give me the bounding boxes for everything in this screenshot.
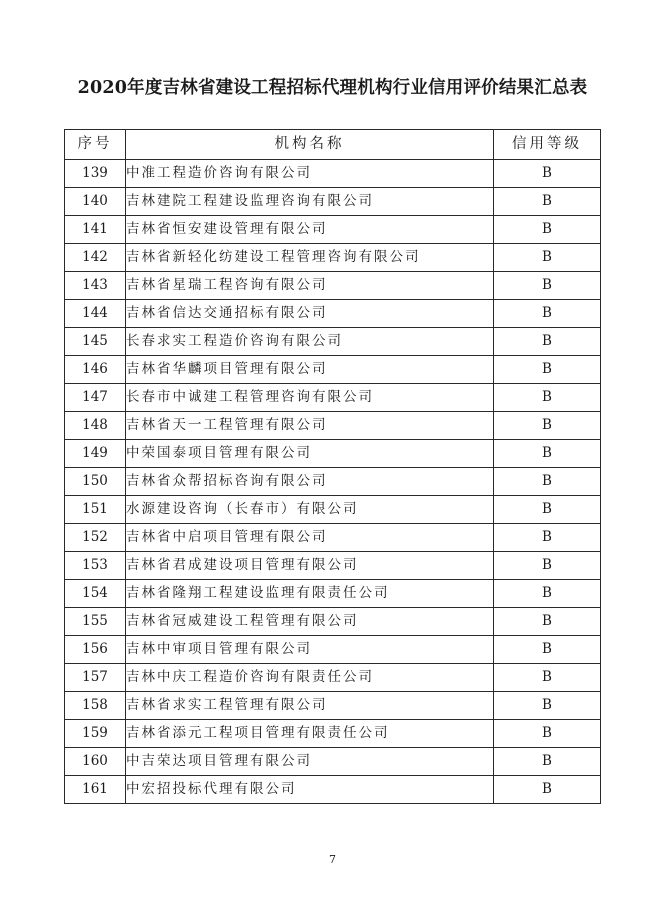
credit-grade-cell: B [494, 580, 601, 608]
serial-number-cell: 153 [65, 552, 126, 580]
serial-number-cell: 147 [65, 384, 126, 412]
serial-number-cell: 141 [65, 216, 126, 244]
credit-grade-cell: B [494, 412, 601, 440]
credit-grade-cell: B [494, 384, 601, 412]
serial-number-cell: 144 [65, 300, 126, 328]
header-institution-name: 机构名称 [126, 130, 494, 160]
table-row [65, 356, 601, 384]
serial-number-cell: 161 [65, 776, 126, 804]
credit-grade-cell: B [494, 776, 601, 804]
serial-number-cell: 151 [65, 496, 126, 524]
institution-name-cell: 吉林省恒安建设管理有限公司 [126, 216, 494, 244]
serial-number-cell: 142 [65, 244, 126, 272]
table-row [65, 412, 601, 440]
table-row [65, 552, 601, 580]
serial-number-cell: 160 [65, 748, 126, 776]
serial-number-cell: 154 [65, 580, 126, 608]
credit-grade-cell: B [494, 636, 601, 664]
institution-name-cell: 吉林省星瑞工程咨询有限公司 [126, 272, 494, 300]
table-header-row [65, 130, 601, 160]
credit-grade-cell: B [494, 720, 601, 748]
credit-grade-cell: B [494, 244, 601, 272]
serial-number-cell: 143 [65, 272, 126, 300]
serial-number-cell: 145 [65, 328, 126, 356]
table-row [65, 580, 601, 608]
table-row [65, 384, 601, 412]
header-credit-grade: 信用等级 [494, 130, 601, 160]
table-row [65, 608, 601, 636]
credit-grade-cell: B [494, 300, 601, 328]
serial-number-cell: 157 [65, 664, 126, 692]
table-row [65, 524, 601, 552]
institution-name-cell: 吉林省君成建设项目管理有限公司 [126, 552, 494, 580]
table-row [65, 776, 601, 804]
table-row [65, 720, 601, 748]
table-row [65, 692, 601, 720]
serial-number-cell: 156 [65, 636, 126, 664]
credit-grade-cell: B [494, 440, 601, 468]
credit-grade-cell: B [494, 692, 601, 720]
credit-grade-cell: B [494, 272, 601, 300]
credit-grade-cell: B [494, 496, 601, 524]
credit-grade-cell: B [494, 524, 601, 552]
serial-number-cell: 155 [65, 608, 126, 636]
serial-number-cell: 140 [65, 188, 126, 216]
table-row [65, 160, 601, 188]
institution-name-cell: 水源建设咨询（长春市）有限公司 [126, 496, 494, 524]
table-row [65, 496, 601, 524]
serial-number-cell: 149 [65, 440, 126, 468]
credit-rating-table [64, 129, 601, 804]
credit-grade-cell: B [494, 160, 601, 188]
institution-name-cell: 吉林省冠威建设工程管理有限公司 [126, 608, 494, 636]
institution-name-cell: 吉林省中启项目管理有限公司 [126, 524, 494, 552]
institution-name-cell: 中准工程造价咨询有限公司 [126, 160, 494, 188]
table-row [65, 440, 601, 468]
table-row [65, 664, 601, 692]
table-row [65, 328, 601, 356]
institution-name-cell: 吉林中庆工程造价咨询有限责任公司 [126, 664, 494, 692]
credit-grade-cell: B [494, 468, 601, 496]
page-title: 2020年度吉林省建设工程招标代理机构行业信用评价结果汇总表 [77, 78, 588, 98]
credit-grade-cell: B [494, 748, 601, 776]
institution-name-cell: 吉林省信达交通招标有限公司 [126, 300, 494, 328]
institution-name-cell: 中吉荣达项目管理有限公司 [126, 748, 494, 776]
institution-name-cell: 吉林建院工程建设监理咨询有限公司 [126, 188, 494, 216]
table-row [65, 272, 601, 300]
credit-grade-cell: B [494, 356, 601, 384]
institution-name-cell: 中荣国泰项目管理有限公司 [126, 440, 494, 468]
credit-grade-cell: B [494, 664, 601, 692]
credit-grade-cell: B [494, 328, 601, 356]
serial-number-cell: 159 [65, 720, 126, 748]
serial-number-cell: 139 [65, 160, 126, 188]
serial-number-cell: 146 [65, 356, 126, 384]
table-row [65, 636, 601, 664]
institution-name-cell: 吉林省隆翔工程建设监理有限责任公司 [126, 580, 494, 608]
institution-name-cell: 吉林省添元工程项目管理有限责任公司 [126, 720, 494, 748]
serial-number-cell: 152 [65, 524, 126, 552]
serial-number-cell: 158 [65, 692, 126, 720]
credit-grade-cell: B [494, 188, 601, 216]
institution-name-cell: 长春市中诚建工程管理咨询有限公司 [126, 384, 494, 412]
serial-number-cell: 150 [65, 468, 126, 496]
credit-grade-cell: B [494, 552, 601, 580]
institution-name-cell: 吉林省华麟项目管理有限公司 [126, 356, 494, 384]
credit-grade-cell: B [494, 216, 601, 244]
institution-name-cell: 吉林省求实工程管理有限公司 [126, 692, 494, 720]
credit-grade-cell: B [494, 608, 601, 636]
table-row [65, 468, 601, 496]
table-row [65, 188, 601, 216]
page-number: 7 [329, 853, 336, 866]
institution-name-cell: 吉林省新轻化纺建设工程管理咨询有限公司 [126, 244, 494, 272]
institution-name-cell: 吉林中审项目管理有限公司 [126, 636, 494, 664]
institution-name-cell: 中宏招投标代理有限公司 [126, 776, 494, 804]
header-serial-number: 序号 [65, 130, 126, 160]
table-row [65, 300, 601, 328]
institution-name-cell: 吉林省天一工程管理有限公司 [126, 412, 494, 440]
table-row [65, 244, 601, 272]
institution-name-cell: 吉林省众帮招标咨询有限公司 [126, 468, 494, 496]
serial-number-cell: 148 [65, 412, 126, 440]
table-row [65, 216, 601, 244]
table-row [65, 748, 601, 776]
institution-name-cell: 长春求实工程造价咨询有限公司 [126, 328, 494, 356]
